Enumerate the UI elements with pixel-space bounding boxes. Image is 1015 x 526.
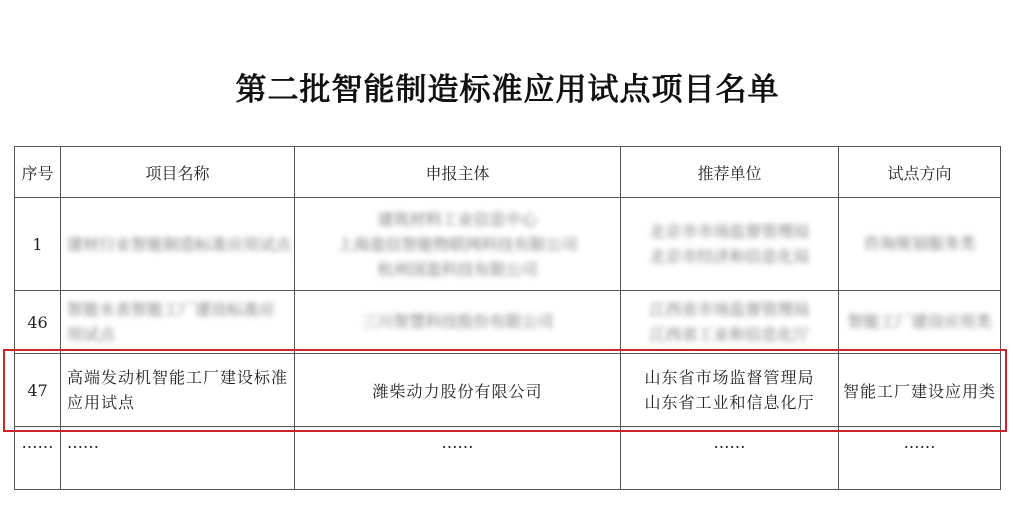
- header-recommender: 推荐单位: [621, 147, 839, 198]
- recommender-line: 山东省工业和信息化厅: [644, 393, 815, 412]
- table-row: [15, 198, 1001, 291]
- recommender: [621, 427, 839, 490]
- table-header-row: [15, 147, 1001, 198]
- direction-line: 咨询规划服务类: [863, 234, 976, 253]
- recommender-line: 北京市经济和信息化局: [649, 247, 810, 266]
- applicant-line: 杭州国盈科技有限公司: [377, 259, 538, 279]
- project-name-line: 高端发动机智能工厂建设标准: [67, 368, 289, 387]
- direction-line: 智能工厂建设应用类: [847, 312, 992, 331]
- direction-line: 智能工厂建设应用类: [842, 381, 996, 401]
- table-row: [15, 427, 1001, 490]
- applicant-line: 建筑材料工业信息中心: [377, 209, 538, 229]
- pilot-project-table: [14, 146, 1001, 490]
- page-title: 第二批智能制造标准应用试点项目名单: [235, 72, 780, 108]
- recommender-line: 江西省市场监督管理局: [649, 300, 810, 319]
- recommender-line: ……: [713, 433, 746, 452]
- applicant-line: 潍柴动力股份有限公司: [372, 381, 543, 401]
- pilot-direction: [839, 354, 1001, 427]
- applicant-line: 上海盈信智能物联网科技有限公司: [337, 234, 578, 254]
- recommender: [621, 354, 839, 427]
- header-applicant: 申报主体: [295, 147, 621, 198]
- project-name-line: ……: [67, 433, 99, 452]
- header-project-name: 项目名称: [61, 147, 295, 198]
- project-name-line: 用试点: [67, 325, 116, 344]
- applicant: [295, 291, 621, 354]
- serial-no: 1: [15, 198, 61, 291]
- table-row: [15, 291, 1001, 354]
- recommender-line: 江西省工业和信息化厅: [649, 325, 810, 344]
- pilot-direction: [839, 291, 1001, 354]
- recommender-line: 北京市市场监督管理局: [649, 222, 810, 241]
- project-name: [61, 198, 295, 291]
- applicant: [295, 198, 621, 291]
- applicant: [295, 354, 621, 427]
- header-pilot-direction: 试点方向: [839, 147, 1001, 198]
- pilot-direction: [839, 198, 1001, 291]
- recommender: [621, 198, 839, 291]
- applicant-line: 三川智慧科技股份有限公司: [361, 312, 554, 331]
- project-name: [61, 291, 295, 354]
- serial-no: 46: [15, 291, 61, 354]
- recommender-line: 山东省市场监督管理局: [644, 368, 815, 387]
- table-row-highlighted: [15, 354, 1001, 427]
- recommender: [621, 291, 839, 354]
- applicant: [295, 427, 621, 490]
- serial-no: ……: [15, 427, 61, 490]
- applicant-line: ……: [441, 433, 474, 452]
- serial-no: 47: [15, 354, 61, 427]
- project-name: [61, 354, 295, 427]
- pilot-direction: [839, 427, 1001, 490]
- project-name-line: 应用试点: [67, 393, 136, 412]
- project-name-line: 建材行业智能制造标准应用试点: [67, 234, 292, 254]
- header-serial-no: 序号: [15, 147, 61, 198]
- direction-line: ……: [903, 433, 936, 452]
- project-name-line: 智能水表智能工厂建设标准应: [67, 300, 276, 319]
- project-name: [61, 427, 295, 490]
